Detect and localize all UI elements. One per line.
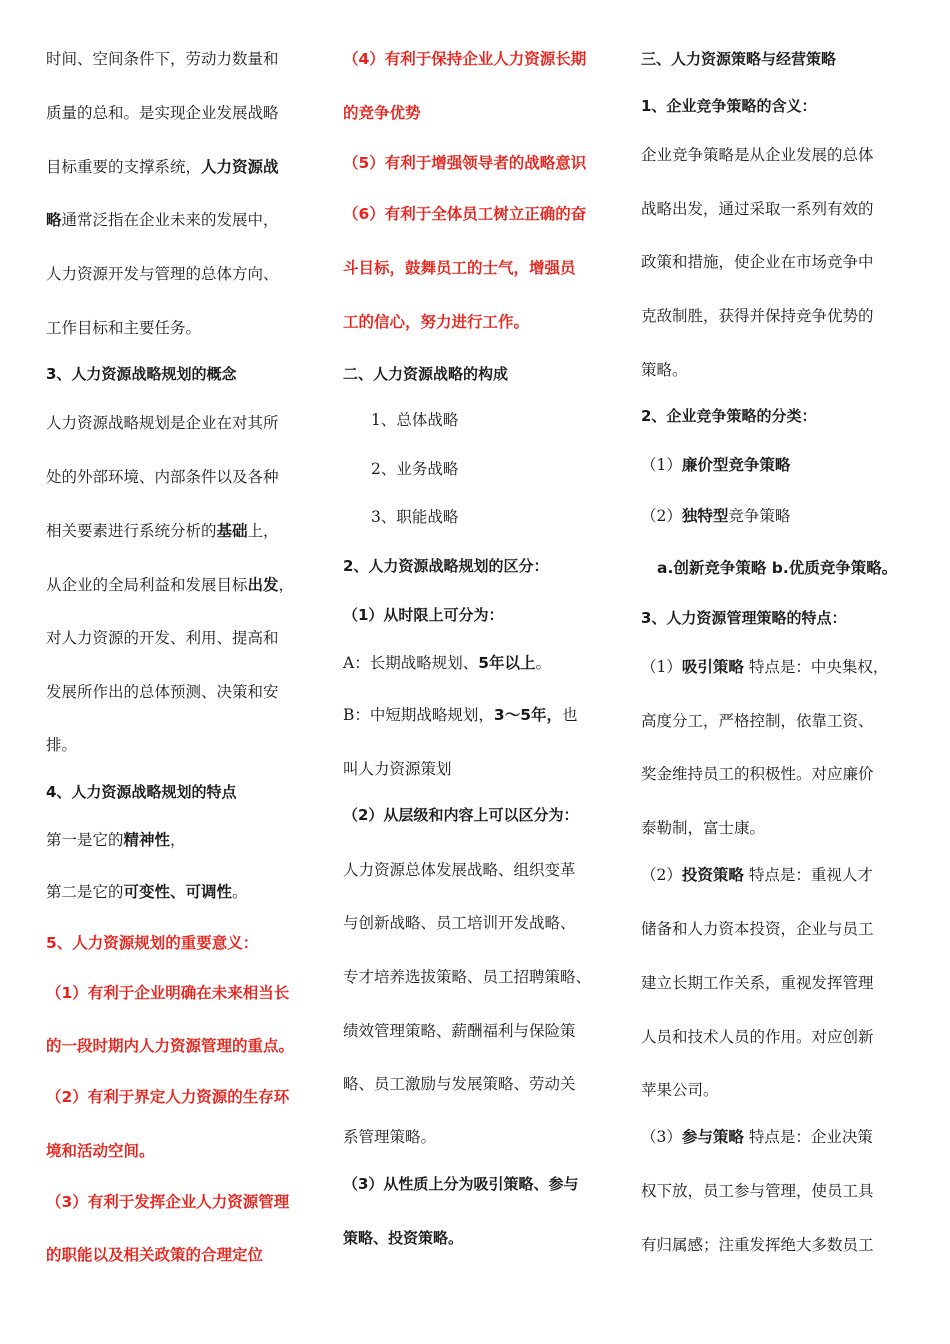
text-run: 系管理策略。 bbox=[343, 1128, 437, 1146]
text-run: （2）有利于界定人力资源的生存环 bbox=[46, 1088, 290, 1106]
text-run: 的竞争优势 bbox=[343, 104, 421, 122]
text-run: （3）有利于发挥企业人力资源管理 bbox=[46, 1193, 290, 1211]
text-run: 人力资源战 bbox=[201, 157, 279, 176]
text-line bbox=[46, 932, 258, 954]
text-run: 二、人力资源战略的构成 bbox=[343, 365, 509, 383]
text-line bbox=[343, 1173, 578, 1195]
text-run: a.创新竞争策略 b.优质竞争策略。 bbox=[657, 559, 898, 577]
text-line bbox=[46, 734, 77, 756]
text-line bbox=[641, 251, 874, 273]
text-run: 政策和措施，使企业在市场竞争中 bbox=[641, 253, 874, 271]
text-run: 1、企业竞争策略的含义： bbox=[641, 97, 817, 115]
text-run: 第一是它的 bbox=[46, 831, 124, 849]
text-run: 工作目标和主要任务。 bbox=[46, 319, 202, 337]
text-run: 。 bbox=[232, 883, 248, 901]
text-run: 斗目标，鼓舞员工的士气，增强员 bbox=[343, 259, 576, 277]
text-line bbox=[371, 458, 458, 480]
text-line bbox=[46, 982, 289, 1004]
text-line bbox=[46, 412, 279, 434]
text-run: 精神性 bbox=[123, 830, 171, 849]
text-line bbox=[343, 804, 578, 826]
text-line bbox=[343, 1126, 436, 1148]
text-run: （5）有利于增强领导者的战略意识 bbox=[343, 154, 587, 172]
text-run: 策略、投资策略。 bbox=[343, 1229, 464, 1247]
text-run: 对人力资源的开发、利用、提高和 bbox=[46, 629, 279, 647]
text-line bbox=[343, 652, 551, 674]
text-line bbox=[641, 95, 816, 117]
text-run: 3、人力资源管理策略的特点： bbox=[641, 609, 847, 627]
text-line bbox=[371, 506, 458, 528]
text-run: 三、人力资源策略与经营策略 bbox=[641, 50, 837, 68]
text-run: 权下放，员工参与管理，使员工具 bbox=[641, 1182, 874, 1200]
text-run: 可变性、可调性 bbox=[123, 882, 233, 901]
text-run: 战略出发，通过采取一系列有效的 bbox=[641, 200, 874, 218]
text-line bbox=[46, 627, 279, 649]
text-line bbox=[641, 607, 846, 629]
text-line bbox=[641, 817, 765, 839]
text-run: 叫人力资源策划 bbox=[343, 760, 452, 778]
text-line bbox=[46, 881, 248, 903]
text-line bbox=[641, 918, 874, 940]
text-line bbox=[641, 1079, 719, 1101]
text-run: 建立长期工作关系，重视发挥管理 bbox=[641, 974, 874, 992]
text-run: 相关要素进行系统分析的 bbox=[46, 522, 217, 540]
text-line bbox=[46, 681, 279, 703]
text-line bbox=[46, 363, 236, 385]
text-line bbox=[641, 710, 874, 732]
text-run: 专才培养选拔策略、员工招聘策略、 bbox=[343, 968, 592, 986]
text-run: 策略。 bbox=[641, 361, 688, 379]
text-line bbox=[641, 48, 836, 70]
text-line bbox=[343, 1020, 576, 1042]
text-run: 5、人力资源规划的重要意义： bbox=[46, 934, 259, 952]
text-line bbox=[343, 363, 508, 385]
text-run: 3～5年， bbox=[493, 706, 562, 724]
text-run: （1）有利于企业明确在未来相当长 bbox=[46, 984, 290, 1002]
text-run: 绩效管理策略、薪酬福利与保险策 bbox=[343, 1022, 576, 1040]
text-run: 略、员工激励与发展策略、劳动关 bbox=[343, 1075, 576, 1093]
text-run: A：长期战略规划、 bbox=[343, 654, 479, 672]
text-line bbox=[343, 912, 576, 934]
text-line bbox=[46, 209, 279, 231]
text-run: （1）从时限上可分为： bbox=[343, 606, 504, 624]
text-line bbox=[343, 859, 576, 881]
text-line bbox=[46, 263, 279, 285]
text-run: 5年以上 bbox=[478, 654, 536, 672]
text-run: （4）有利于保持企业人力资源长期 bbox=[343, 50, 587, 68]
text-run: 出发 bbox=[247, 575, 279, 594]
text-run: 2、人力资源战略规划的区分： bbox=[343, 557, 549, 575]
text-run: 。 bbox=[535, 654, 552, 672]
text-line bbox=[641, 359, 688, 381]
text-run: 处的外部环境、内部条件以及各种 bbox=[46, 468, 279, 486]
text-line bbox=[343, 966, 591, 988]
text-line bbox=[641, 864, 873, 886]
text-line bbox=[343, 704, 578, 726]
text-line bbox=[657, 557, 897, 579]
text-line bbox=[343, 48, 586, 70]
text-line bbox=[46, 781, 236, 803]
text-run: 4、人力资源战略规划的特点 bbox=[46, 783, 237, 801]
text-run: （3） bbox=[641, 1128, 682, 1146]
text-run: 的职能以及相关政策的合理定位 bbox=[46, 1246, 264, 1264]
text-run: 投资策略 bbox=[681, 865, 744, 884]
text-run: 1、总体战略 bbox=[371, 411, 459, 429]
text-line bbox=[46, 520, 279, 542]
text-line bbox=[641, 305, 874, 327]
text-run: ， bbox=[278, 576, 295, 594]
text-run: 时间、空间条件下，劳动力数量和 bbox=[46, 50, 279, 68]
text-line bbox=[641, 1026, 874, 1048]
text-run: （1） bbox=[641, 658, 682, 676]
text-run: 基础 bbox=[216, 521, 248, 540]
text-line bbox=[641, 763, 874, 785]
text-line bbox=[46, 574, 294, 596]
text-line bbox=[46, 1035, 294, 1057]
text-line bbox=[641, 405, 816, 427]
text-run: 的一段时期内人力资源管理的重点。 bbox=[46, 1037, 295, 1055]
text-run: 目标重要的支撑系统， bbox=[46, 158, 202, 176]
text-run: 特点是：中央集权， bbox=[743, 658, 889, 676]
text-run: 人力资源总体发展战略、组织变革 bbox=[343, 861, 576, 879]
text-run: 也 bbox=[561, 706, 578, 724]
text-run: 特点是：企业决策 bbox=[743, 1128, 873, 1146]
text-run: 苹果公司。 bbox=[641, 1081, 719, 1099]
text-line bbox=[641, 656, 888, 678]
text-line bbox=[343, 758, 452, 780]
text-run: （3）从性质上分为吸引策略、参与 bbox=[343, 1175, 579, 1193]
text-run: 工的信心，努力进行工作。 bbox=[343, 313, 530, 331]
text-run: 通常泛指在企业未来的发展中， bbox=[61, 211, 279, 229]
text-line bbox=[46, 1244, 263, 1266]
text-run: 竞争策略 bbox=[728, 455, 791, 474]
text-line bbox=[641, 1234, 874, 1256]
text-run: 人员和技术人员的作用。对应创新 bbox=[641, 1028, 874, 1046]
text-line bbox=[46, 1191, 289, 1213]
text-run: 人力资源开发与管理的总体方向、 bbox=[46, 265, 279, 283]
text-run: 与创新战略、员工培训开发战略、 bbox=[343, 914, 576, 932]
text-run: 2、企业竞争策略的分类： bbox=[641, 407, 817, 425]
text-line bbox=[641, 505, 790, 527]
text-line bbox=[343, 604, 503, 626]
text-line bbox=[343, 102, 421, 124]
text-run: 储备和人力资本投资，企业与员工 bbox=[641, 920, 874, 938]
text-run: 克敌制胜，获得并保持竞争优势的 bbox=[641, 307, 874, 325]
text-run: 从企业的全局利益和发展目标 bbox=[46, 576, 248, 594]
text-line bbox=[371, 409, 458, 431]
text-run: 企业竞争策略是从企业发展的总体 bbox=[641, 146, 874, 164]
text-run: 廉价型 bbox=[681, 455, 729, 474]
text-line bbox=[46, 829, 186, 851]
text-line bbox=[343, 311, 529, 333]
text-run: 略 bbox=[46, 210, 62, 229]
text-run: 质量的总和。是实现企业发展战略 bbox=[46, 104, 279, 122]
text-line bbox=[343, 1073, 576, 1095]
text-run: 2、业务战略 bbox=[371, 460, 459, 478]
text-run: 有归属感；注重发挥绝大多数员工 bbox=[641, 1236, 874, 1254]
text-line bbox=[46, 1086, 289, 1108]
text-run: 竞争策略 bbox=[728, 507, 791, 525]
text-run: （2）从层级和内容上可以区分为： bbox=[343, 806, 579, 824]
text-line bbox=[641, 454, 790, 476]
text-line bbox=[641, 144, 874, 166]
text-run: 境和活动空间。 bbox=[46, 1142, 155, 1160]
text-run: B：中短期战略规划， bbox=[343, 706, 494, 724]
text-run: 3、人力资源战略规划的概念 bbox=[46, 365, 237, 383]
text-run: 高度分工，严格控制，依靠工资、 bbox=[641, 712, 874, 730]
text-line bbox=[641, 972, 874, 994]
text-line bbox=[46, 48, 279, 70]
text-line bbox=[46, 466, 279, 488]
text-run: 泰勒制，富士康。 bbox=[641, 819, 766, 837]
text-line bbox=[641, 1126, 873, 1148]
text-line bbox=[641, 1180, 874, 1202]
text-line bbox=[343, 257, 576, 279]
text-run: ， bbox=[170, 831, 186, 849]
text-line bbox=[46, 102, 279, 124]
text-run: 上， bbox=[247, 522, 279, 540]
text-run: 发展所作出的总体预测、决策和安 bbox=[46, 683, 279, 701]
text-run: 独特型 bbox=[681, 506, 729, 525]
text-line bbox=[46, 317, 201, 339]
text-line bbox=[343, 1227, 463, 1249]
text-run: （6）有利于全体员工树立正确的奋 bbox=[343, 205, 587, 223]
text-run: 特点是：重视人才 bbox=[743, 866, 873, 884]
text-run: 参与策略 bbox=[681, 1127, 744, 1146]
text-line bbox=[343, 555, 548, 577]
text-run: 3、职能战略 bbox=[371, 508, 459, 526]
text-run: （2） bbox=[641, 866, 682, 884]
text-run: （2） bbox=[641, 507, 682, 525]
text-line bbox=[641, 198, 874, 220]
text-line bbox=[343, 203, 586, 225]
text-line bbox=[46, 1140, 155, 1162]
text-run: 第二是它的 bbox=[46, 883, 124, 901]
text-line bbox=[343, 152, 586, 174]
text-run: 人力资源战略规划是企业在对其所 bbox=[46, 414, 279, 432]
text-run: 吸引策略 bbox=[681, 657, 744, 676]
text-line bbox=[46, 156, 279, 178]
text-run: 奖金维持员工的积极性。对应廉价 bbox=[641, 765, 874, 783]
text-run: 排。 bbox=[46, 736, 78, 754]
text-run: （1） bbox=[641, 456, 682, 474]
